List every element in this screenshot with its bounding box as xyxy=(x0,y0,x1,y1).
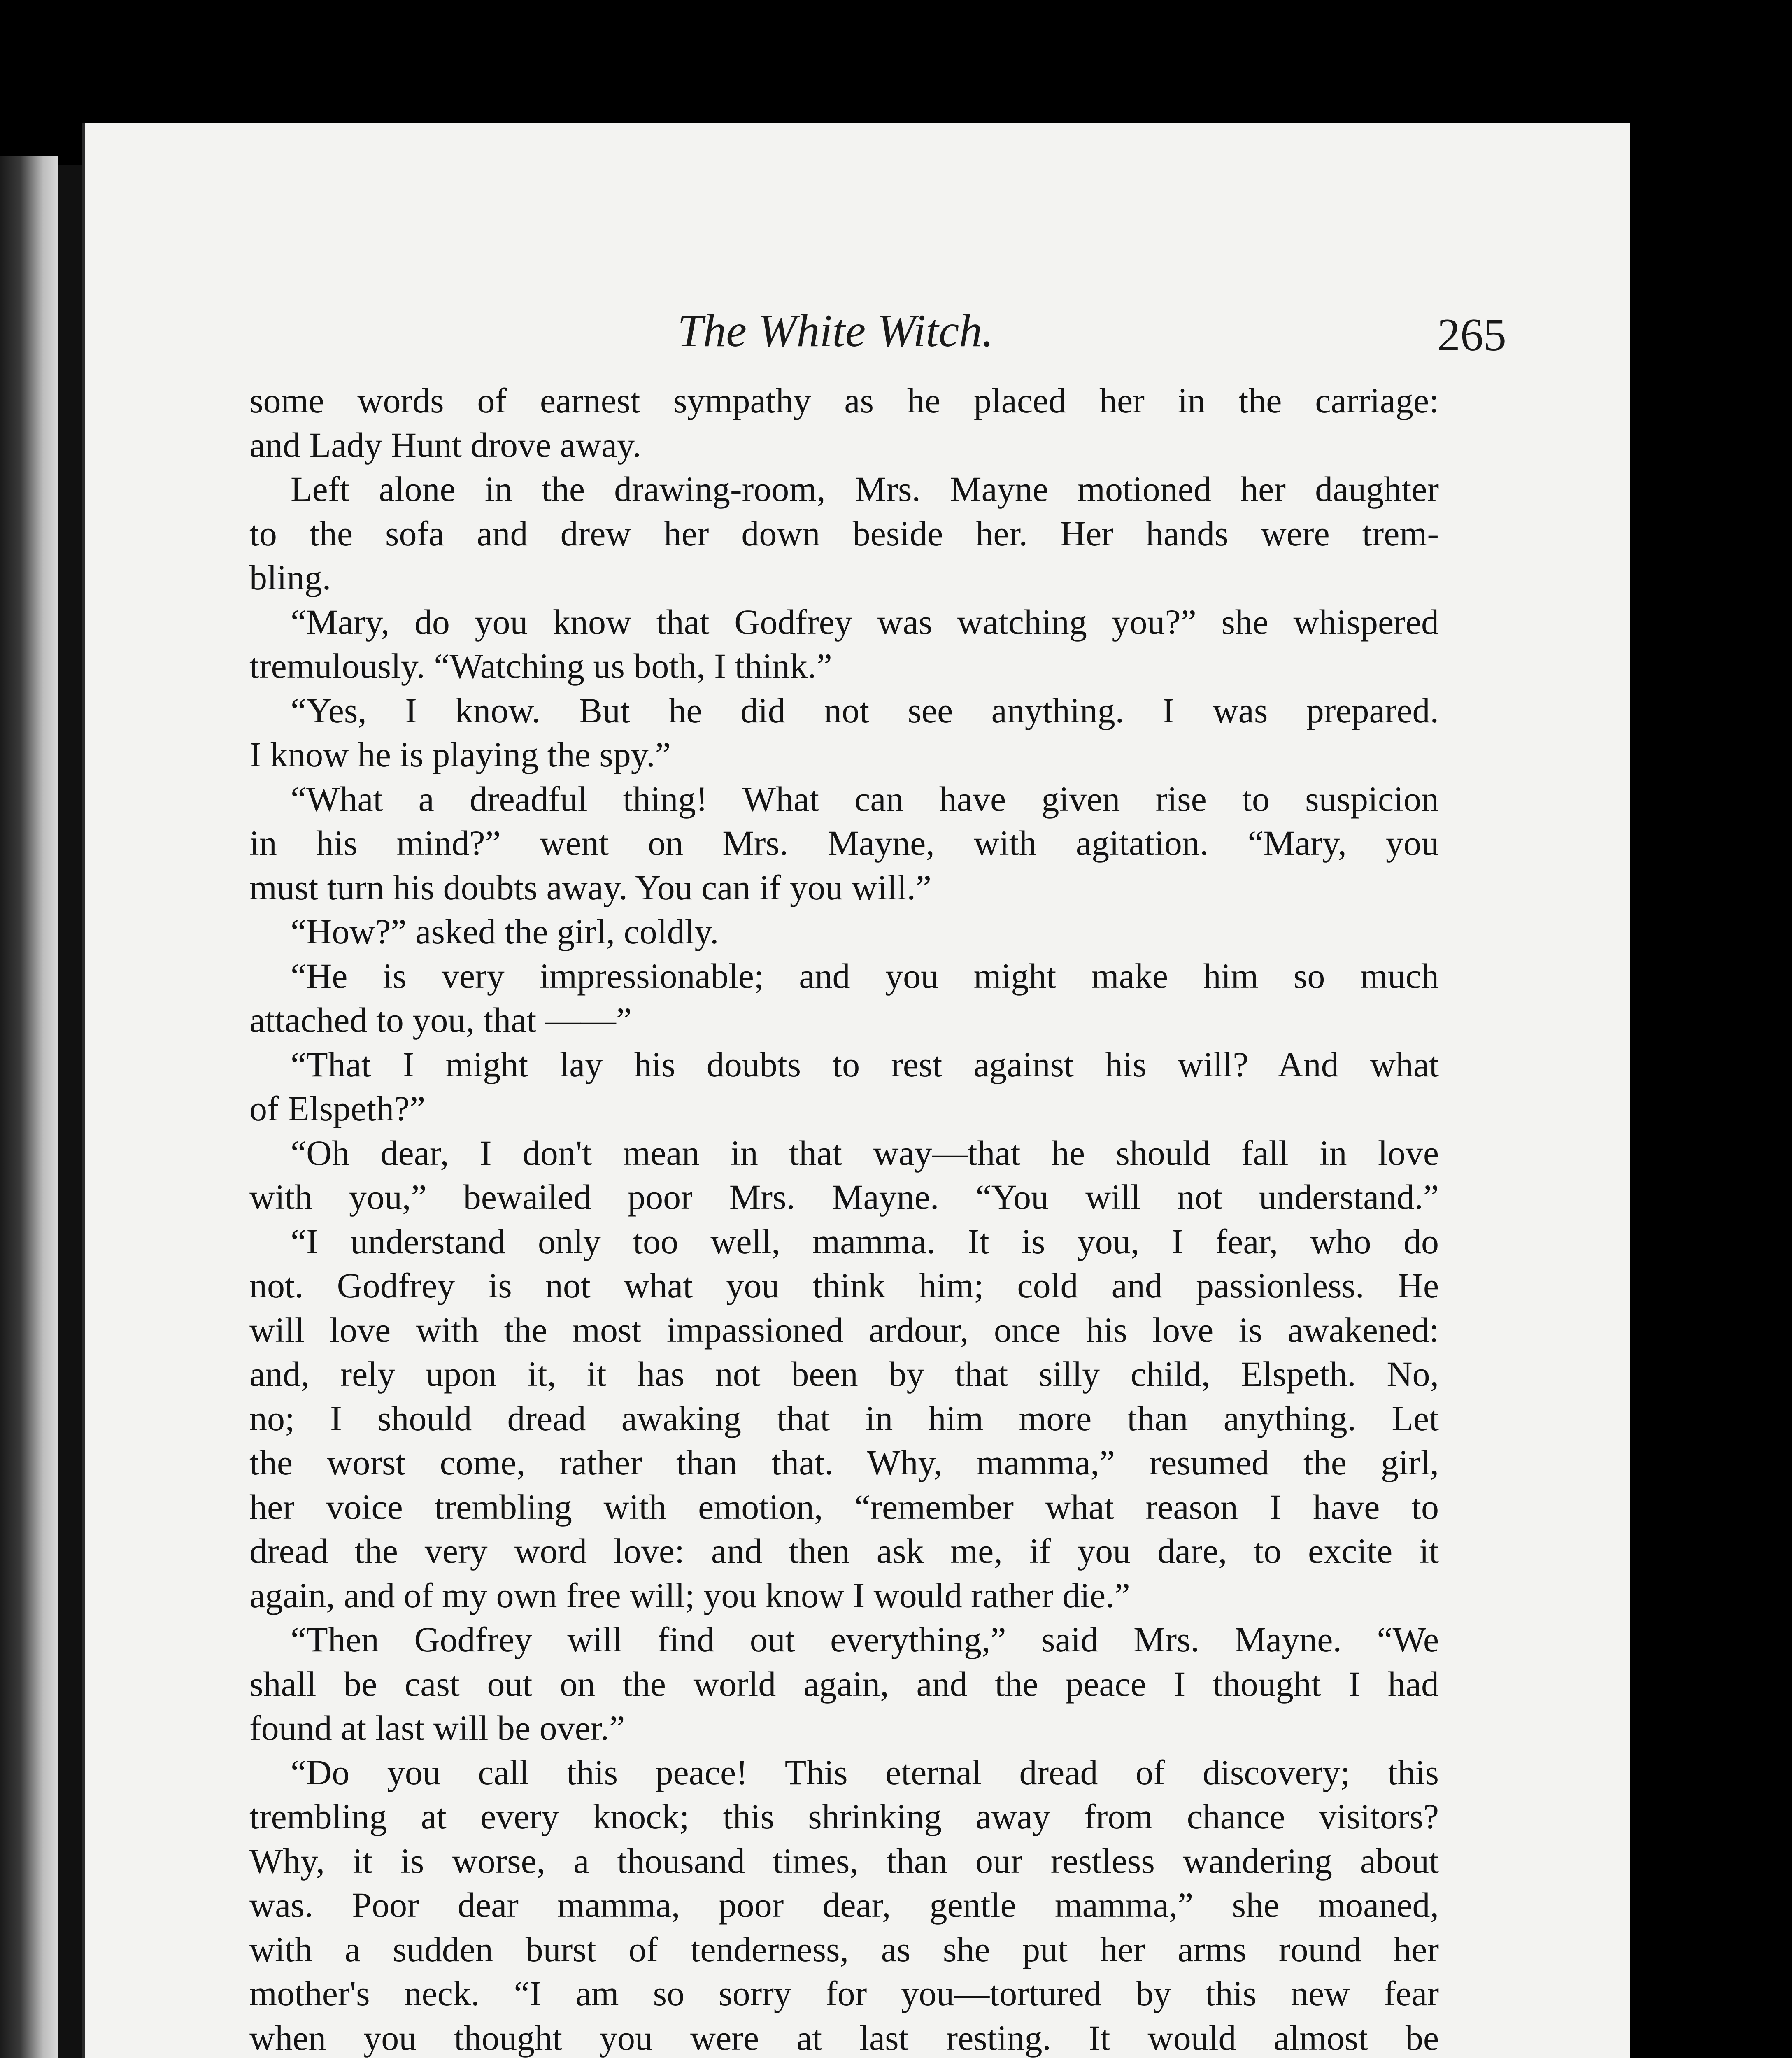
running-title: The White Witch. xyxy=(677,305,994,356)
text-line: dread the very word love: and then ask me, if you dare, to excite it xyxy=(249,1531,1439,1571)
text-line: and Lady Hunt drove away. xyxy=(249,425,642,465)
text-line: some words of earnest sympathy as he placed her in the carriage: xyxy=(249,381,1439,420)
text-line: trembling at every knock; this shrinking away from chance visitors? xyxy=(249,1797,1439,1836)
text-line: must turn his doubts away. You can if you will.” xyxy=(249,867,932,907)
text-line: with you,” bewailed poor Mrs. Mayne. “You will not understand.” xyxy=(249,1177,1439,1217)
text-line: “Do you call this peace! This eternal dread of discovery; this xyxy=(291,1752,1439,1792)
text-line: and, rely upon it, it has not been by that silly child, Elspeth. No, xyxy=(249,1354,1439,1394)
text-line: attached to you, that ——” xyxy=(249,1000,632,1040)
text-line: “Then Godfrey will find out everything,” said Mrs. Mayne. “We xyxy=(291,1620,1439,1659)
text-line: tremulously. “Watching us both, I think.” xyxy=(249,646,832,686)
text-line: was. Poor dear mamma, poor dear, gentle mamma,” she moaned, xyxy=(249,1885,1439,1925)
text-line: “What a dreadful thing! What can have given rise to suspicion xyxy=(291,779,1439,819)
text-line: “Oh dear, I don't mean in that way—that he should fall in love xyxy=(291,1133,1439,1173)
text-line: when you thought you were at last resting. It would almost be xyxy=(249,2018,1439,2058)
page-number: 265 xyxy=(1437,310,1506,361)
text-line: “He is very impressionable; and you might make him so much xyxy=(291,956,1439,996)
text-line: will love with the most impassioned ardour, once his love is awakened: xyxy=(249,1310,1439,1350)
text-line: the worst come, rather than that. Why, mamma,” resumed the girl, xyxy=(249,1443,1439,1482)
text-line: I know he is playing the spy.” xyxy=(249,735,671,774)
text-line: with a sudden burst of tenderness, as she put her arms round her xyxy=(249,1929,1439,1969)
text-line: no; I should dread awaking that in him more than anything. Let xyxy=(249,1398,1439,1438)
text-line: shall be cast out on the world again, and the peace I thought I had xyxy=(249,1664,1439,1704)
book-page xyxy=(82,123,1630,2058)
previous-page-edge xyxy=(0,156,58,2058)
text-line: “Mary, do you know that Godfrey was watching you?” she whispered xyxy=(291,602,1439,642)
text-line: “I understand only too well, mamma. It is you, I fear, who do xyxy=(291,1221,1439,1261)
text-line: to the sofa and drew her down beside her. Her hands were trem- xyxy=(249,513,1439,553)
gutter-shadow xyxy=(58,165,82,2058)
text-line: “Yes, I know. But he did not see anything. I was prepared. xyxy=(291,690,1439,730)
text-line: found at last will be over.” xyxy=(249,1708,625,1748)
running-head xyxy=(85,305,1630,370)
text-line: Left alone in the drawing-room, Mrs. Mayne motioned her daughter xyxy=(291,469,1439,509)
text-line: bling. xyxy=(249,558,331,597)
text-line: not. Godfrey is not what you think him; cold and passionless. He xyxy=(249,1266,1439,1305)
text-line: Why, it is worse, a thousand times, than our restless wandering about xyxy=(249,1841,1439,1881)
text-line: “How?” asked the girl, coldly. xyxy=(291,912,719,951)
body-text xyxy=(249,379,1439,2058)
text-line: her voice trembling with emotion, “remember what reason I have to xyxy=(249,1487,1439,1527)
text-line: of Elspeth?” xyxy=(249,1089,426,1128)
text-line: mother's neck. “I am so sorry for you—tortured by this new fear xyxy=(249,1974,1439,2013)
text-line: in his mind?” went on Mrs. Mayne, with agitation. “Mary, you xyxy=(249,823,1439,863)
text-line: “That I might lay his doubts to rest against his will? And what xyxy=(291,1044,1439,1084)
text-line: again, and of my own free will; you know I would rather die.” xyxy=(249,1575,1130,1615)
